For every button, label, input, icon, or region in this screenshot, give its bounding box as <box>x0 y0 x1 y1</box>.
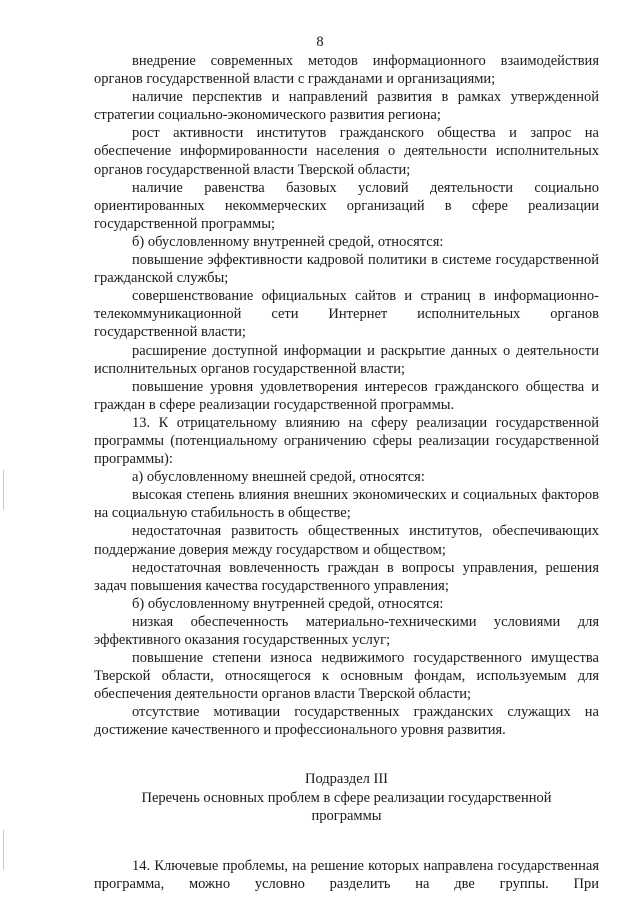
paragraph: недостаточная развитость общественных институтов, обеспечивающих поддержание доверия между государством и обществом; <box>94 523 599 558</box>
subsection-label: Подраздел III <box>305 770 388 787</box>
scan-edge-mark <box>3 830 4 870</box>
paragraph: рост активности институтов гражданского общества и запрос на обеспечение информированности населения о деятельности исполнительных органов государственной власти Тверской области; <box>94 125 599 178</box>
page-number: 8 <box>316 34 324 50</box>
paragraph: повышение степени износа недвижимого государственного имущества Тверской области, относящегося к основным фондам, используемым для обеспечения деятельности органов власти Тверской области; <box>94 650 599 703</box>
document-body <box>94 52 599 893</box>
paragraph: низкая обеспеченность материально-техническими условиями для эффективного оказания государственных услуг; <box>94 613 599 648</box>
paragraph: совершенствование официальных сайтов и страниц в информационно-телекоммуникационной сети Интернет исполнительных органов государственной власти; <box>94 288 599 341</box>
paragraph: высокая степень влияния внешних экономических и социальных факторов на социальную стабильность в обществе; <box>94 487 599 522</box>
paragraph: 13. К отрицательному влиянию на сферу реализации государственной программы (потенциальному ограничению сферы реализации государственной программы): <box>94 414 599 468</box>
paragraph: повышение эффективности кадровой политики в системе государственной гражданской службы; <box>94 252 599 287</box>
paragraph: наличие равенства базовых условий деятельности социально ориентированных некоммерческих организаций в сфере реализации государственной программы; <box>94 179 599 232</box>
subsection-title: Перечень основных проблем в сфере реализации государственной программы <box>141 789 552 824</box>
scan-edge-mark <box>3 470 4 510</box>
paragraph: наличие перспектив и направлений развития в рамках утвержденной стратегии социально-экономического развития региона; <box>94 89 599 124</box>
paragraph: расширение доступной информации и раскрытие данных о деятельности исполнительных органов государственной власти; <box>94 342 599 377</box>
paragraph-14: 14. Ключевые проблемы, на решение которых направлена государственная программа, можно условно разделить на две группы. При <box>94 857 599 892</box>
paragraph: повышение уровня удовлетворения интересов гражданского общества и граждан в сфере реализации государственной программы. <box>94 378 599 413</box>
paragraph: б) обусловленному внутренней средой, относятся: <box>132 595 444 612</box>
paragraph: а) обусловленному внешней средой, относятся: <box>132 469 425 486</box>
paragraph: недостаточная вовлеченность граждан в вопросы управления, решения задач повышения качества государственного управления; <box>94 559 599 594</box>
paragraph: внедрение современных методов информационного взаимодействия органов государственной власти с гражданами и организациями; <box>94 53 599 88</box>
paragraph: б) обусловленному внутренней средой, относятся: <box>132 233 444 250</box>
paragraph: отсутствие мотивации государственных гражданских служащих на достижение качественного и профессионального уровня развития. <box>94 704 599 739</box>
